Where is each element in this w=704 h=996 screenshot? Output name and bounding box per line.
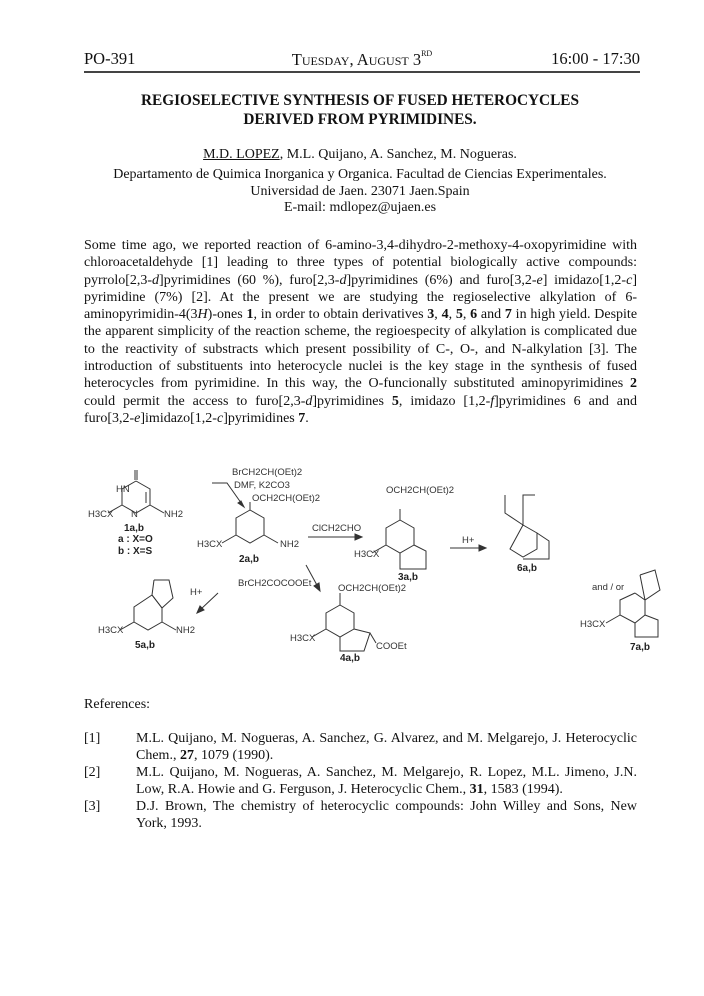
poster-id: PO-391 [84,49,136,68]
reaction-scheme [80,465,680,665]
reference-number: [2] [84,765,101,780]
session-time: 16:00 - 17:30 [551,49,640,68]
italic-locant: e [536,272,543,288]
abstract-text: )-ones [207,307,247,323]
substituent-h3cx-4: H3CX [290,633,316,644]
substituent-nh2-2: NH2 [280,539,300,550]
co-authors: , M.L. Quijano, A. Sanchez, M. Nogueras. [279,147,517,162]
reference-number: [3] [84,799,101,814]
abstract-text: ]pyrimidines [312,393,392,409]
compound-label-7: 7a,b [630,642,651,653]
abstract-text: ]pyrimidines [223,410,299,426]
presenting-author: M.D. LOPEZ [203,147,280,162]
compound-number: 5 [391,393,399,409]
abstract-text: in high yield. Despite the apparent simplicity of the reaction scheme, the regioespecity of alkylation is complicated due to the reactivity of substracts which present possibility of C-, O-, and N-alkylation [3]. The introduction of substituents into heterocycle nuclei is the key stage in the synthesis of fused heterocycles from pyrimidine. In this way, the O-funcionally substituted aminopyrimidines [84,307,638,392]
session-day-text: Tuesday, August 3 [291,50,422,69]
affiliation-email: E-mail: mdlopez@ujaen.es [283,200,437,215]
substituent-cooet: COOEt [376,641,407,652]
abstract-text: , imidazo [1,2- [398,393,491,409]
abstract-paragraph [84,237,637,427]
affiliation-line-2: Universidad de Jaen. 23071 Jaen.Spain [250,183,470,199]
arrow-head-2-to-3 [355,534,362,540]
compound-label-3: 3a,b [398,572,419,583]
italic-locant: c [216,410,224,426]
reference-text: M.L. Quijano, M. Nogueras, A. Sanchez, M. Melgarejo, R. Lopez, M.L. Jimeno, J.N. Low, R.A. Howie and G. Ferguson, J. Heterocyclic Chem., [136,765,637,797]
substituent-h3cx-2: H3CX [197,539,223,550]
substituent-nh2-5: NH2 [176,625,196,636]
arrow-2-to-5 [200,593,218,610]
abstract-text: ] pyrimidine (7%) [2]. At the present we are studying the regioselective alkylation of 6-aminopyrimidin-4(3 [84,272,637,323]
abstract-text: ]pyrimidines (60 %), furo[2,3- [159,272,340,288]
reagent-acid-1: H+ [462,535,475,546]
compound-number: 3 [427,307,435,323]
compound-number: 1 [246,307,254,323]
arrow-head-3-to-6 [479,545,486,551]
affiliation-line-1: Departamento de Quimica Inorganica y Organica. Facultad de Ciencias Experimentales. [113,167,607,182]
compound-label-2: 2a,b [239,554,260,565]
abstract-text: , [434,307,442,323]
reagent-bromoacetal: BrCH2CH(OEt)2 [232,467,303,478]
abstract-text: ] imidazo[1,2- [542,272,627,288]
compound-label-6: 6a,b [517,563,538,574]
arrow-head-2-to-4 [314,583,320,591]
abstract-text: , [462,307,471,323]
abstract-text: , [448,307,456,323]
and-or-text: and / or [592,582,625,593]
reference-pages: , 1079 (1990). [193,748,274,763]
abstract-text: , in order to obtain derivatives [253,307,428,323]
paper-title [80,91,640,129]
references-heading: References: [84,697,151,712]
reference-text: D.J. Brown, The chemistry of heterocyclic compounds: John Willey and Sons, New York, 1993. [136,799,637,831]
reference-item [84,764,637,798]
compound-6-structure [505,495,549,559]
italic-locant: d [339,272,347,288]
session-day-sup: RD [421,49,433,58]
reagent-dmf-k2co3: DMF, K2CO3 [234,480,290,491]
atom-hn: HN [116,484,130,495]
compound-label-4: 4a,b [340,653,361,664]
reagent-chloroacetaldehyde: ClCH2CHO [312,523,362,534]
abstract-text: ]imidazo[1,2- [140,410,217,426]
reference-text: M.L. Quijano, M. Nogueras, A. Sanchez, G. Alvarez, and M. Melgarejo, J. Heterocyclic Chem., [136,731,637,763]
affiliation [80,167,640,217]
compound-number: 4 [441,307,449,323]
substituent-oacetal-2: OCH2CH(OEt)2 [252,493,321,504]
compound-label-5: 5a,b [135,640,156,651]
italic-locant: d [152,272,160,288]
compound-number: 7 [504,307,512,323]
author-list [80,147,640,163]
abstract-text: could permit the access to furo[2,3- [84,393,306,409]
title-line-1: REGIOSELECTIVE SYNTHESIS OF FUSED HETEROCYCLES [140,92,580,109]
compound-3-structure [372,509,426,569]
compound-7-structure [606,570,660,637]
reference-volume: 27 [179,748,194,763]
italic-locant: e [134,410,141,426]
reference-item [84,730,637,764]
italic-locant: f [490,393,495,409]
reference-number: [1] [84,731,101,746]
compound-number: 5 [455,307,463,323]
compound-number: 2 [630,376,637,392]
compound-number: 6 [470,307,478,323]
substituent-oacetal-3: OCH2CH(OEt)2 [386,485,455,496]
substituent-h3cx-7: H3CX [580,619,606,630]
substituent-h3cx: H3CX [88,509,114,520]
substituent-oacetal-4: OCH2CH(OEt)2 [338,583,407,594]
abstract-text: Some time ago, we reported reaction of 6-amino-3,4-dihydro-2-methoxy-4-oxopyrimidine with chloroacetaldehyde [1] leading to three types of potential biologically active compounds: pyrrolo[2,3- [84,238,637,288]
atom-n: N [131,509,138,520]
compound-1-variant-b: b : X=S [118,546,153,557]
abstract-text: ]pyrimidines 6 and and furo[3,2- [84,393,638,426]
compound-1-variant-a: a : X=O [118,534,153,545]
italic-locant: H [197,307,208,323]
abstract-text: . [305,410,309,426]
compound-5-structure [120,580,176,630]
substituent-h3cx-5: H3CX [98,625,124,636]
substituent-nh2: NH2 [164,509,184,520]
compound-label-1: 1a,b [124,523,145,534]
compound-2-structure [222,502,278,543]
compound-number: 7 [298,410,306,426]
italic-locant: c [626,272,633,288]
abstract-text: and [477,307,505,323]
abstract-text: ]pyrimidines (6%) and furo[3,2- [346,272,537,288]
italic-locant: d [305,393,313,409]
reagent-bromopyruvate: BrCH2COCOOEt [238,578,312,589]
page-header [84,49,640,73]
substituent-h3cx-3: H3CX [354,549,380,560]
reference-pages: , 1583 (1994). [483,782,563,797]
reaction-scheme-figure [80,465,680,665]
title-line-2: DERIVED FROM PYRIMIDINES. [243,111,477,128]
reference-volume: 31 [469,782,484,797]
reagent-acid-2: H+ [190,587,203,598]
compound-4-structure [312,593,376,651]
reference-item [84,798,637,832]
reference-list [84,730,637,832]
